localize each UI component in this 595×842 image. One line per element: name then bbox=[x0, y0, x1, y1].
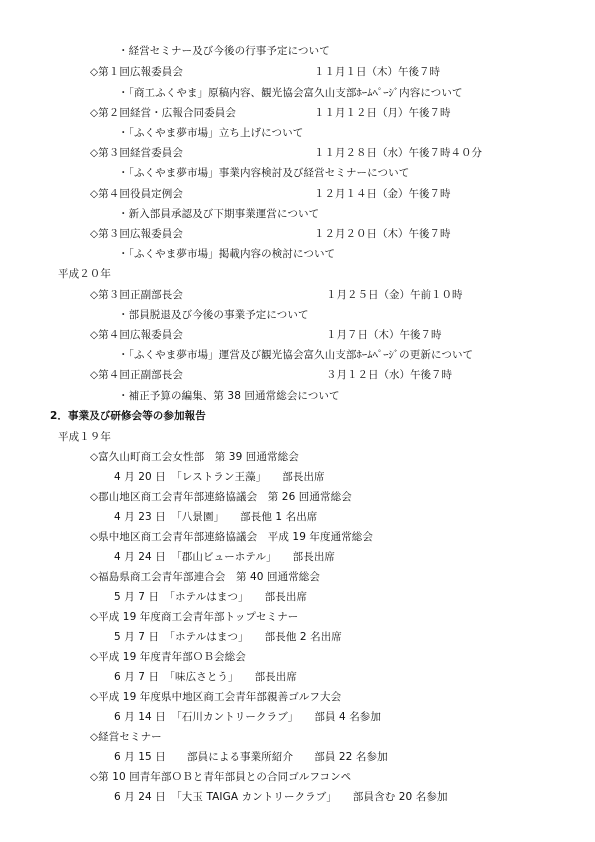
event-detail: 6 月 24 日 「大玉 TAIGA カントリークラブ」 部員含む 20 名参加 bbox=[114, 791, 448, 803]
section-heading: 2．事業及び研修会等の参加報告 bbox=[50, 410, 206, 422]
meeting-title: ◇第４回役員定例会 bbox=[90, 188, 183, 200]
event-title: ◇経営セミナー bbox=[90, 731, 162, 743]
event-title: ◇平成 19 年度青年部ＯＢ会総会 bbox=[90, 651, 246, 663]
meeting-date: １２月２０日（木）午後７時 bbox=[314, 228, 451, 240]
event-title: ◇県中地区商工会青年部連絡協議会 平成 19 年度通常総会 bbox=[90, 531, 374, 543]
meeting-date: １１月２８日（水）午後７時４０分 bbox=[314, 147, 482, 159]
meeting-title: ◇第４回正副部長会 bbox=[90, 369, 183, 381]
event-detail: 6 月 14 日 「石川カントリークラブ」 部員 4 名参加 bbox=[114, 711, 382, 723]
event-detail: 4 月 23 日 「八景園」 部長他 1 名出席 bbox=[114, 511, 318, 523]
meeting-title: ◇第４回広報委員会 bbox=[90, 329, 183, 341]
event-detail: 6 月 7 日 「味広さとう」 部長出席 bbox=[114, 671, 297, 683]
meeting-title: ◇第３回広報委員会 bbox=[90, 228, 183, 240]
event-detail: 6 月 15 日 部員による事業所紹介 部員 22 名参加 bbox=[114, 751, 388, 763]
meeting-date: １２月１４日（金）午後７時 bbox=[314, 188, 451, 200]
agenda-item: ・「ふくやま夢市場」運営及び観光協会富久山支部ﾎｰﾑﾍﾟｰｼﾞの更新について bbox=[118, 349, 474, 361]
event-detail: 4 月 24 日 「郡山ビューホテル」 部長出席 bbox=[114, 551, 336, 563]
year-heading: 平成２０年 bbox=[58, 268, 111, 280]
meeting-date: １１月１２日（月）午後７時 bbox=[314, 107, 451, 119]
event-title: ◇平成 19 年度県中地区商工会青年部親善ゴルフ大会 bbox=[90, 691, 342, 703]
agenda-item: ・部員脱退及び今後の事業予定について bbox=[118, 309, 309, 321]
meeting-date: １１月１日（木）午後７時 bbox=[314, 66, 440, 78]
agenda-item: ・「商工ふくやま」原稿内容、観光協会富久山支部ﾎｰﾑﾍﾟｰｼﾞ内容について bbox=[118, 87, 463, 99]
event-title: ◇平成 19 年度商工会青年部トップセミナー bbox=[90, 611, 299, 623]
meeting-title: ◇第１回広報委員会 bbox=[90, 66, 183, 78]
event-title: ◇第 10 回青年部ＯＢと青年部員との合同ゴルフコンペ bbox=[90, 771, 352, 783]
event-title: ◇富久山町商工会女性部 第 39 回通常総会 bbox=[90, 451, 299, 463]
meeting-title: ◇第２回経営・広報合同委員会 bbox=[90, 107, 236, 119]
agenda-item: ・経営セミナー及び今後の行事予定について bbox=[118, 45, 330, 57]
meeting-title: ◇第３回正副部長会 bbox=[90, 289, 183, 301]
event-detail: 5 月 7 日 「ホテルはまつ」 部長他 2 名出席 bbox=[114, 631, 342, 643]
meeting-date: ３月１２日（水）午後７時 bbox=[326, 369, 452, 381]
event-title: ◇福島県商工会青年部連合会 第 40 回通常総会 bbox=[90, 571, 321, 583]
agenda-item: ・補正予算の編集、第 38 回通常総会について bbox=[118, 390, 340, 402]
meeting-title: ◇第３回経営委員会 bbox=[90, 147, 183, 159]
agenda-item: ・新入部員承認及び下期事業運営について bbox=[118, 208, 320, 220]
agenda-item: ・「ふくやま夢市場」掲載内容の検討について bbox=[118, 248, 336, 260]
year-heading: 平成１９年 bbox=[58, 431, 111, 443]
meeting-date: １月２５日（金）午前１０時 bbox=[326, 289, 463, 301]
event-detail: 5 月 7 日 「ホテルはまつ」 部長出席 bbox=[114, 591, 308, 603]
event-title: ◇郡山地区商工会青年部連絡協議会 第 26 回通常総会 bbox=[90, 491, 352, 503]
agenda-item: ・「ふくやま夢市場」立ち上げについて bbox=[118, 127, 304, 139]
meeting-date: １月７日（木）午後７時 bbox=[326, 329, 442, 341]
event-detail: 4 月 20 日 「レストラン王藻」 部長出席 bbox=[114, 471, 325, 483]
agenda-item: ・「ふくやま夢市場」事業内容検討及び経営セミナーについて bbox=[118, 167, 410, 179]
